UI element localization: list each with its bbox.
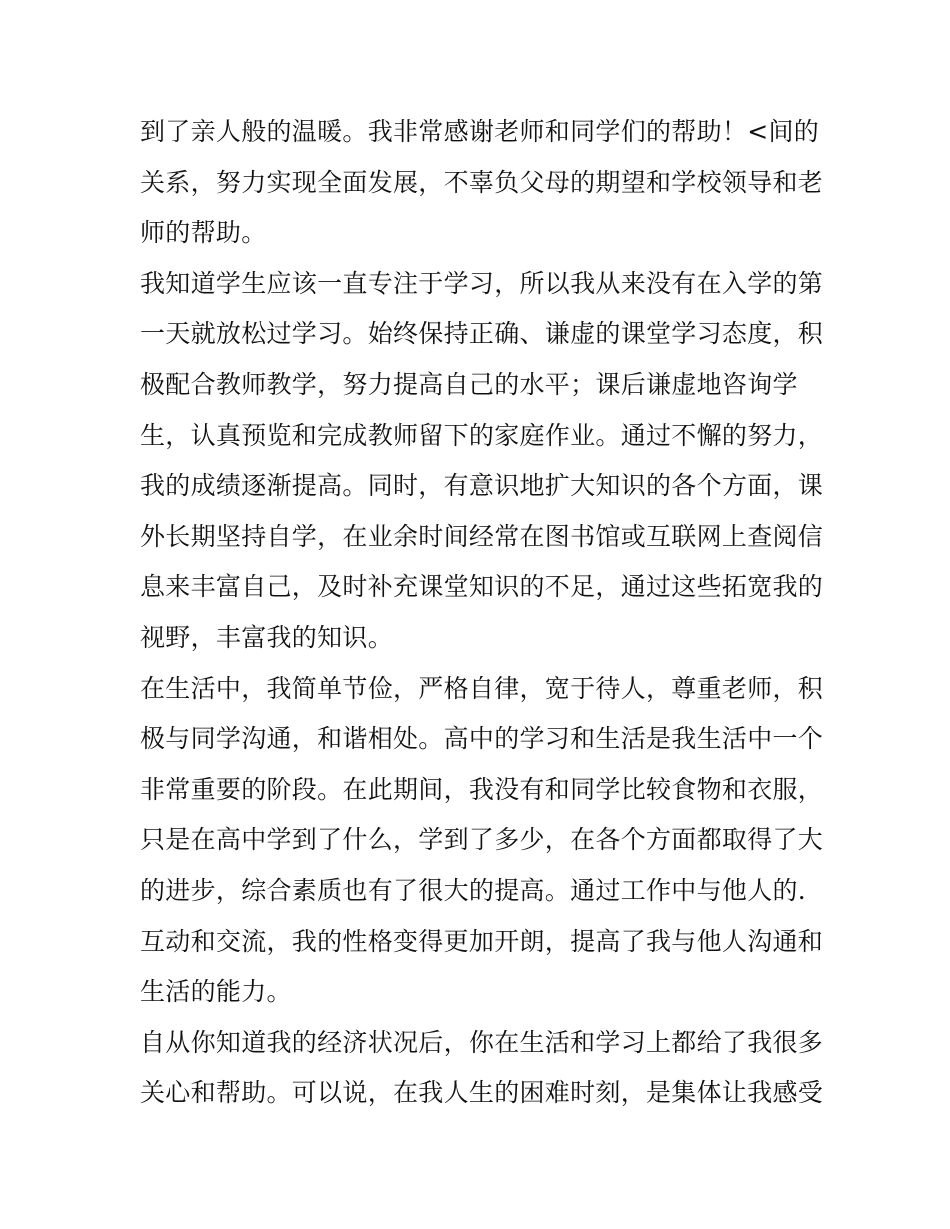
text-line: 自从你知道我的经济状况后，你在生活和学习上都给了我很多 bbox=[140, 1027, 824, 1057]
text-line: 生活的能力。 bbox=[140, 977, 292, 1007]
text-line: 师的帮助。 bbox=[140, 218, 267, 248]
text-line: 一天就放松过学习。始终保持正确、谦虚的课堂学习态度，积 bbox=[140, 319, 824, 349]
text-line: 的进步，综合素质也有了很大的提高。通过工作中与他人的. bbox=[140, 875, 807, 905]
text-line: 我的成绩逐渐提高。同时，有意识地扩大知识的各个方面，课 bbox=[140, 471, 824, 501]
text-line: 关心和帮助。可以说，在我人生的困难时刻，是集体让我感受 bbox=[140, 1078, 824, 1108]
text-line: 我知道学生应该一直专注于学习，所以我从来没有在入学的第 bbox=[140, 268, 824, 298]
text-line: 息来丰富自己，及时补充课堂知识的不足，通过这些拓宽我的 bbox=[140, 572, 824, 602]
text-line: 外长期坚持自学，在业余时间经常在图书馆或互联网上查阅信 bbox=[140, 521, 824, 551]
document-body bbox=[140, 107, 824, 1119]
text-line: 互动和交流，我的性格变得更加开朗，提高了我与他人沟通和 bbox=[140, 926, 824, 956]
text-line: 在生活中，我简单节俭，严格自律，宽于待人，尊重老师，积 bbox=[140, 673, 824, 703]
text-line: 极与同学沟通，和谐相处。高中的学习和生活是我生活中一个 bbox=[140, 724, 824, 754]
text-line: 视野，丰富我的知识。 bbox=[140, 622, 394, 652]
text-line: 生，认真预览和完成教师留下的家庭作业。通过不懈的努力， bbox=[140, 420, 824, 450]
text-line: 非常重要的阶段。在此期间，我没有和同学比较食物和衣服， bbox=[140, 774, 824, 804]
text-line: 极配合教师教学，努力提高自己的水平；课后谦虚地咨询学 bbox=[140, 369, 798, 399]
text-line: 只是在高中学到了什么，学到了多少，在各个方面都取得了大 bbox=[140, 825, 824, 855]
text-line: 关系，努力实现全面发展，不辜负父母的期望和学校领导和老 bbox=[140, 167, 824, 197]
text-line: 到了亲人般的温暖。我非常感谢老师和同学们的帮助！<间的 bbox=[140, 117, 820, 146]
